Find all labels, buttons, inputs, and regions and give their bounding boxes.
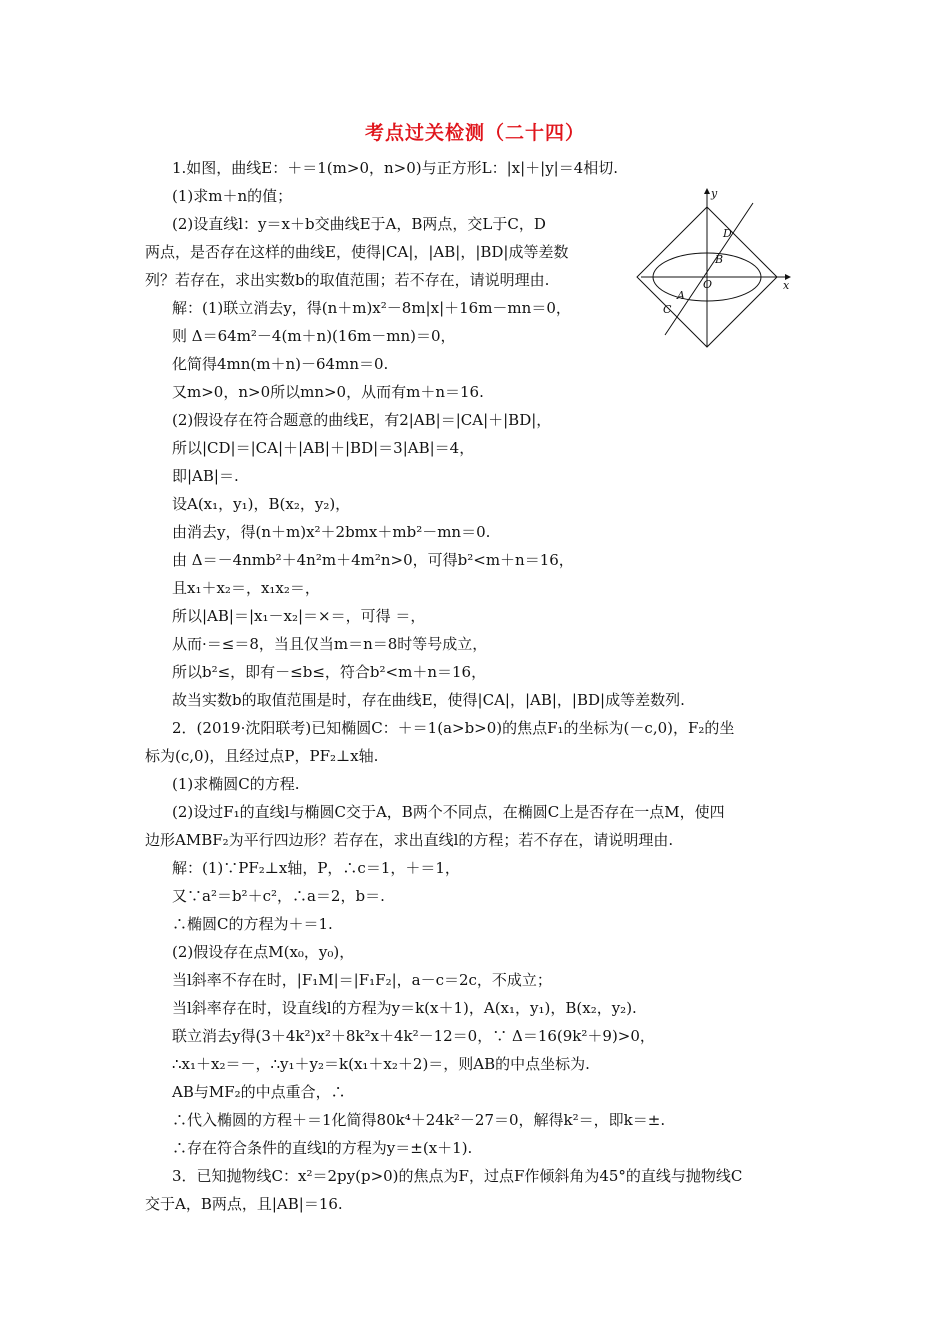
- text-line: 则 Δ＝64m²－4(m＋n)(16m－mn)＝0，: [172, 327, 456, 345]
- label-x: x: [783, 279, 790, 292]
- text-line: 设A(x₁，y₁)，B(x₂，y₂)，: [172, 495, 351, 513]
- text-line: 标为(c,0)，且经过点P，PF₂⊥x轴.: [145, 747, 379, 765]
- text-line: 边形AMBF₂为平行四边形？若存在，求出直线l的方程；若不存在，请说明理由.: [145, 831, 674, 849]
- text-line: 故当实数b的取值范围是时，存在曲线E，使得|CA|，|AB|，|BD|成等差数列.: [172, 691, 685, 709]
- text-line: 即|AB|＝.: [172, 467, 239, 485]
- text-line: 1.如图，曲线E：＋＝1(m>0，n>0)与正方形L：|x|＋|y|＝4相切.: [172, 159, 619, 177]
- text-line: (1)求m＋n的值；: [172, 187, 293, 205]
- text-line: 两点，是否存在这样的曲线E，使得|CA|，|AB|，|BD|成等差数: [145, 243, 569, 261]
- text-line: 所以|CD|＝|CA|＋|AB|＋|BD|＝3|AB|＝4，: [172, 439, 475, 457]
- text-line: 当l斜率存在时，设直线l的方程为y＝k(x＋1)，A(x₁，y₁)，B(x₂，y₂).: [172, 999, 637, 1017]
- text-line: 解：(1)∵PF₂⊥x轴，P，∴c＝1，＋＝1，: [172, 859, 460, 877]
- text-line: 3．已知抛物线C：x²＝2py(p>0)的焦点为F，过点F作倾斜角为45°的直线与抛物线C: [172, 1167, 743, 1185]
- text-line: 又m>0，n>0所以mn>0，从而有m＋n＝16.: [172, 383, 484, 401]
- text-line: 由消去y，得(n＋m)x²＋2bmx＋mb²－mn＝0.: [172, 523, 491, 541]
- text-line: 所以|AB|＝|x₁－x₂|＝×＝，可得 ＝，: [172, 607, 426, 625]
- text-line: (1)求椭圆C的方程.: [172, 775, 300, 793]
- text-line: 且x₁＋x₂＝，x₁x₂＝，: [172, 579, 320, 597]
- text-line: (2)假设存在点M(x₀，y₀)，: [172, 943, 355, 961]
- label-y: y: [711, 187, 718, 200]
- text-line: 解：(1)联立消去y，得(n＋m)x²－8m|x|＋16m－mn＝0，: [172, 299, 571, 317]
- text-line: 由 Δ＝－4nmb²＋4n²m＋4m²n>0，可得b²<m＋n＝16，: [172, 551, 574, 569]
- text-line: AB与MF₂的中点重合，∴: [172, 1083, 346, 1101]
- label-D: D: [723, 227, 732, 240]
- figure-svg: [635, 185, 795, 350]
- text-line: 当l斜率不存在时，|F₁M|＝|F₁F₂|，a－c＝2c，不成立；: [172, 971, 552, 989]
- label-A: A: [677, 289, 685, 302]
- page-title: 考点过关检测（二十四）: [364, 122, 585, 144]
- label-O: O: [703, 278, 713, 291]
- line-l: [665, 203, 753, 335]
- text-line: 列？若存在，求出实数b的取值范围；若不存在，请说明理由.: [145, 271, 550, 289]
- text-line: (2)设过F₁的直线l与椭圆C交于A，B两个不同点，在椭圆C上是否存在一点M，使四: [172, 803, 725, 821]
- text-line: 联立消去y得(3＋4k²)x²＋8k²x＋4k²－12＝0，∵ Δ＝16(9k²＋9)>0，: [172, 1027, 655, 1045]
- text-line: ∴代入椭圆的方程＋＝1化简得80k⁴＋24k²－27＝0，解得k²＝，即k＝±.: [172, 1111, 666, 1129]
- label-B: B: [715, 253, 724, 266]
- text-line: (2)设直线l：y＝x＋b交曲线E于A，B两点，交L于C，D: [172, 215, 546, 233]
- text-line: 化简得4mn(m＋n)－64mn＝0.: [172, 355, 389, 373]
- text-line: ∴椭圆C的方程为＋＝1.: [172, 915, 333, 933]
- text-line: 交于A，B两点，且|AB|＝16.: [145, 1195, 343, 1213]
- text-line: 2．(2019·沈阳联考)已知椭圆C：＋＝1(a>b>0)的焦点F₁的坐标为(－c,0)，F₂的坐: [172, 719, 735, 737]
- text-line: ∴x₁＋x₂＝－，∴y₁＋y₂＝k(x₁＋x₂＋2)＝，则AB的中点坐标为.: [172, 1055, 590, 1073]
- geometry-figure: [635, 185, 795, 350]
- text-line: ∴存在符合条件的直线l的方程为y＝±(x＋1).: [172, 1139, 473, 1157]
- label-C: C: [663, 303, 672, 316]
- text-line: 从而·＝≤＝8，当且仅当m＝n＝8时等号成立，: [172, 635, 488, 653]
- text-line: 所以b²≤，即有－≤b≤，符合b²<m＋n＝16，: [172, 663, 487, 681]
- text-line: (2)假设存在符合题意的曲线E，有2|AB|＝|CA|＋|BD|，: [172, 411, 552, 429]
- text-line: 又∵a²＝b²＋c²，∴a＝2，b＝.: [172, 887, 385, 905]
